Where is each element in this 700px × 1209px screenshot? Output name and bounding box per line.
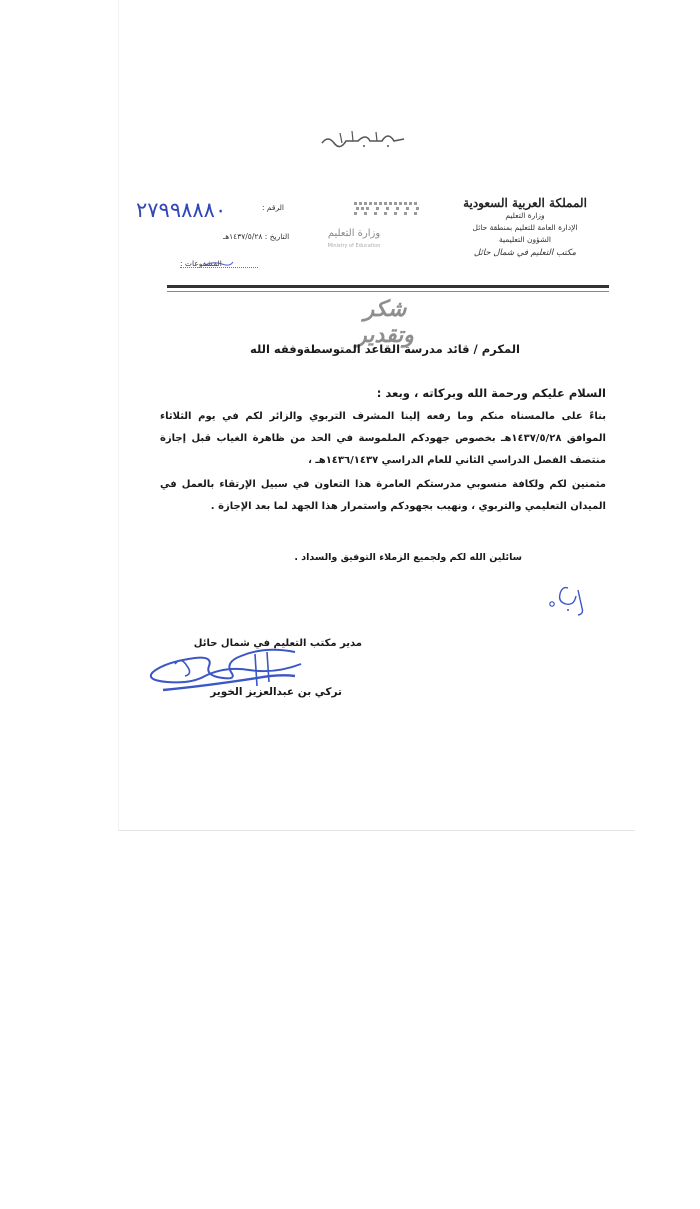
kingdom-name: المملكة العربية السعودية [463,196,587,210]
addressee-line: المكرم / قائد مدرسة القاعد المتوسطة [303,342,520,356]
closing-line: سائلين الله لكم ولجميع الزملاء التوفيق والسداد . [294,552,522,563]
addressee-blessing: وفقه الله [250,342,304,356]
reference-label: الرقم : [262,203,284,212]
attachments-label: المشفوعات : [180,259,222,268]
header-divider-thin [167,291,609,292]
signatory-name: تركي بن عبدالعزيز الخوير [210,686,342,698]
attachments-dotted-line [180,267,258,268]
department-name: الشؤون التعليمية [498,235,552,244]
office-handwritten: مكتب التعليم في شمال حائل [473,248,577,258]
ministry-name: وزارة التعليم [505,211,545,220]
body-paragraph-1: بناءً على مالمسناه منكم وما رفعه إلينا المشرف التربوي والزائر لكم في يوم الثلاثاء الموافق ١٤٣٧/٥/٢٨هـ بخصوص جهودكم الملموسة في الحد من ظاهرة الغياب قبل إجازة منتصف الفصل الدراسي الثاني للعام الدراسي ١٤٣٦/١٤٣٧هـ ، [160,411,606,466]
signatory-title: مدير مكتب التعليم في شمال حائل [193,638,362,649]
moe-logo-text: وزارة التعليم [327,228,381,239]
basmala-calligraphy [318,125,408,151]
body-paragraph-2: مثمنين لكم ولكافة منسوبي مدرستكم العامرة هذا التعاون في سبيل الإرتقاء بالعمل في الميدان التعليمي والتربوي ، ونهيب بجهودكم واستمرار هذا الجهد لما بعد الإجازة . [160,479,606,512]
letterhead-right [440,196,610,258]
addressee [170,342,520,356]
header-divider-thick [167,285,609,288]
date-field: التاريخ : ١٤٣٧/٥/٢٨هـ [223,232,290,241]
directorate-name: الإدارة العامة للتعليم بمنطقة حائل [472,223,578,232]
letter-title: شكر وتقدير [356,296,414,348]
moe-logo-subtext: Ministry of Education [327,243,381,249]
attachments-scribble [204,259,234,267]
reference-number: ٢٧٩٩٨٨٨٠ [136,198,227,222]
greeting: السلام عليكم ورحمة الله وبركاته ، وبعد : [376,386,606,400]
handwritten-initials [538,582,588,618]
